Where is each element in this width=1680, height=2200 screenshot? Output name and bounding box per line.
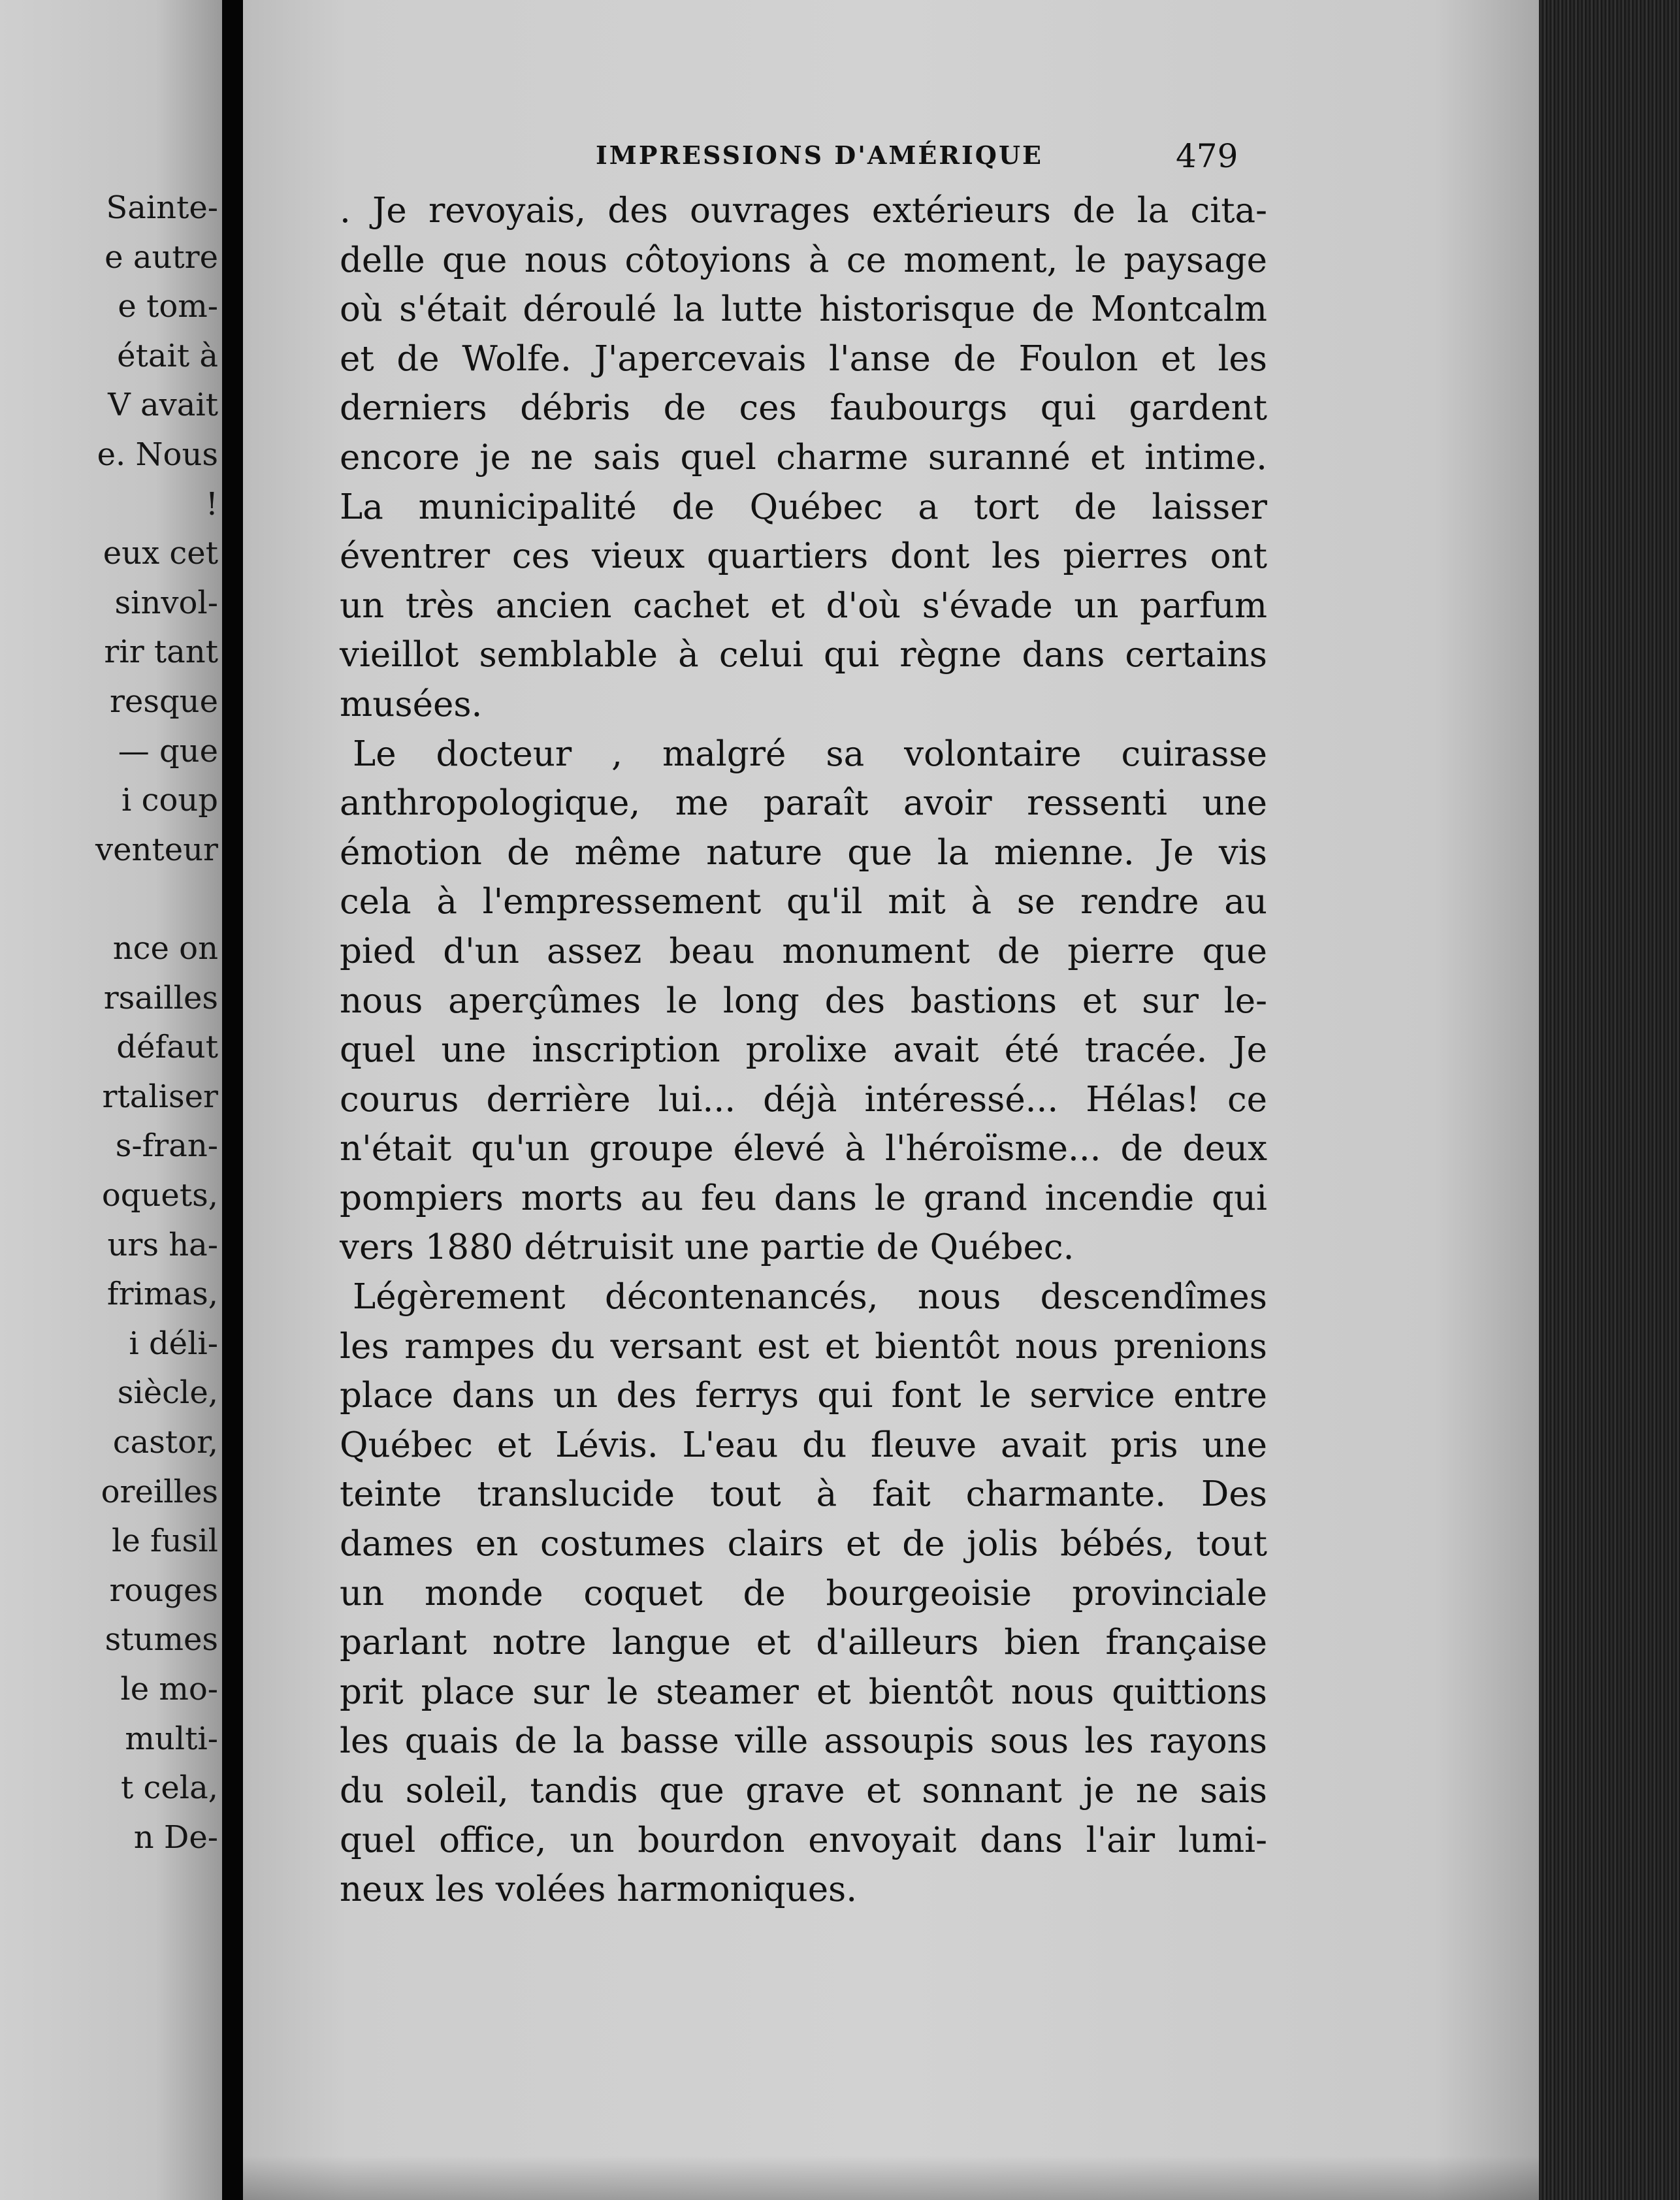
text-line: n'était qu'un groupe élevé à l'héroïsme... de deux [340,1129,1267,1169]
left-page-line: s-fran- [115,1127,218,1165]
page-shadow [243,2156,1539,2200]
text-line: Québec et Lévis. L'eau du fleuve avait pris une [340,1425,1267,1465]
text-line: un monde coquet de bourgeoisie provinciale [340,1573,1267,1613]
body-text [340,186,1267,1915]
text-line: cela à l'empressement qu'il mit à se rendre au [340,882,1267,922]
text-line: neux les volées harmoniques. [340,1869,858,1910]
text-line: courus derrière lui... déjà intéressé... Hélas! ce [340,1079,1267,1120]
book-gutter [222,0,243,2200]
text-line: dames en costumes clairs et de jolis bébés, tout [340,1524,1267,1564]
text-line: derniers débris de ces faubourgs qui gardent [340,388,1267,429]
text-line: du soleil, tandis que grave et sonnant je ne sais [340,1771,1267,1811]
left-page-line: défaut [116,1029,218,1066]
left-page-line: n De- [133,1819,218,1856]
text-line: teinte translucide tout à fait charmante. Des [340,1474,1267,1515]
text-line: Légèrement décontenancés, nous descendîmes [353,1277,1267,1318]
left-page-line: était à [117,337,218,374]
text-line: quel une inscription prolixe avait été tracée. Je [340,1030,1267,1071]
text-line: les quais de la basse ville assoupis sous les rayons [340,1721,1267,1762]
text-line: place dans un des ferrys qui font le service entre [340,1376,1267,1416]
left-page-line: eux cet [103,535,218,572]
left-page-line: e autre [105,238,218,276]
text-line: émotion de même nature que la mienne. Je vis [340,832,1267,873]
text-line: et de Wolfe. J'apercevais l'anse de Foulon et les [340,338,1267,379]
left-page-line: e. Nous [97,436,218,473]
left-page-line: nce on [112,930,218,967]
page-number: 479 [1176,137,1238,175]
left-page-line: le mo- [120,1671,218,1707]
text-line: nous aperçûmes le long des bastions et sur le- [340,980,1267,1021]
left-page-line: — que [118,732,218,769]
left-page-line: resque [109,683,218,720]
left-page-line: ! [205,485,218,523]
left-page-fragment [0,0,222,2200]
left-page-line: i déli- [129,1325,218,1362]
left-page-line: rir tant [104,634,218,671]
text-line: Le docteur , malgré sa volontaire cuirasse [353,734,1267,774]
left-page-line: le fusil [111,1523,218,1560]
text-line: vers 1880 détruisit une partie de Québec. [340,1227,1074,1268]
left-page-line: oquets, [101,1177,218,1214]
text-line: . Je revoyais, des ouvrages extérieurs de la cita- [340,191,1267,231]
text-line: La municipalité de Québec a tort de laisser [340,487,1267,527]
text-line: les rampes du versant est et bientôt nous prenions [340,1326,1267,1367]
text-line: prit place sur le steamer et bientôt nous quittions [340,1672,1267,1712]
left-page-line: urs ha- [107,1226,218,1263]
book-page-edges [1539,0,1680,2200]
left-page-line: venteur [95,831,218,868]
left-page-line: e tom- [118,288,218,325]
left-page-line: rtaliser [102,1078,218,1115]
text-line: pied d'un assez beau monument de pierre que [340,931,1267,971]
left-page-line: V avait [108,387,218,424]
text-line: pompiers morts au feu dans le grand incendie qui [340,1178,1267,1218]
text-line: delle que nous côtoyions à ce moment, le paysage [340,240,1267,280]
text-line: musées. [340,684,483,724]
left-page-line: siècle, [117,1374,218,1412]
left-page-line: rsailles [103,979,218,1016]
text-line: encore je ne sais quel charme suranné et intime. [340,437,1267,477]
left-page-line: rouges [109,1572,218,1609]
left-page-line: castor, [112,1424,218,1461]
text-line: vieillot semblable à celui qui règne dans certains [340,635,1267,675]
text-line: un très ancien cachet et d'où s'évade un parfum [340,585,1267,626]
left-page-line: t cela, [120,1770,218,1807]
text-line: quel office, un bourdon envoyait dans l'air lumi- [340,1820,1267,1860]
running-header: IMPRESSIONS D'AMÉRIQUE [596,140,1043,170]
left-page-line: oreilles [101,1473,218,1510]
left-page-line: i coup [121,782,218,819]
left-page-line: multi- [125,1720,218,1757]
text-line: éventrer ces vieux quartiers dont les pierres ont [340,536,1267,577]
book-page [243,0,1539,2200]
text-line: parlant notre langue et d'ailleurs bien française [340,1623,1267,1663]
text-line: anthropologique, me paraît avoir ressenti une [340,783,1267,824]
text-line: où s'était déroulé la lutte historisque de Montcalm [340,289,1267,330]
left-page-line: sinvol- [114,584,218,621]
left-page-line: frimas, [106,1276,218,1313]
left-page-line: stumes [105,1621,218,1658]
left-page-line: Sainte- [106,189,218,226]
